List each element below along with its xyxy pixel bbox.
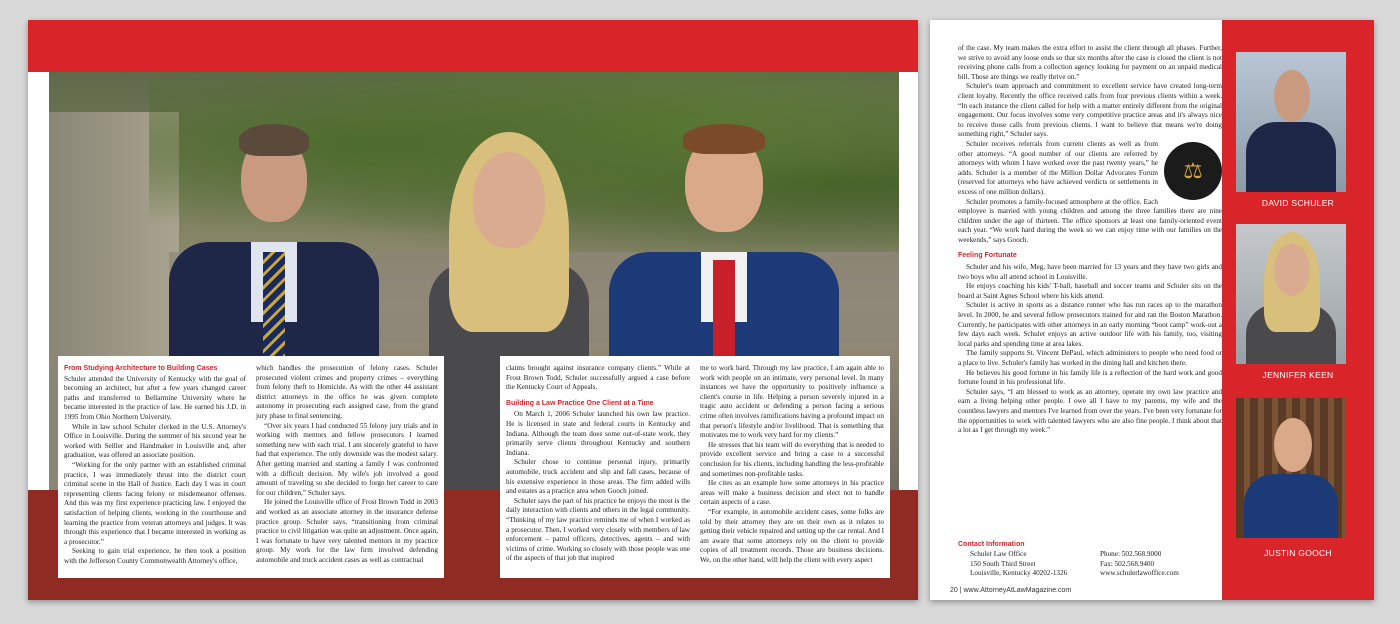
headshot-justin <box>1236 398 1346 538</box>
article-column-5 <box>958 44 1222 436</box>
paragraph: He stresses that his team will do everything that is needed to provide excellent service and bring a case to a successful conclusion for his clients, including handling the less-profitable and sometimes non-profitable tasks. <box>700 440 884 478</box>
section-heading: From Studying Architecture to Building Cases <box>64 365 218 372</box>
person-label: JUSTIN GOOCH <box>1264 548 1332 558</box>
person-label: JENNIFER KEEN <box>1262 370 1334 380</box>
right-page <box>930 20 1374 600</box>
contact-info <box>958 540 1222 578</box>
page-footer: 20 | www.AttorneyAtLawMagazine.com <box>950 587 1072 594</box>
paragraph: “For example, in automobile accident cases, some folks are told by their attorney they are on their own as it relates to getting their vehicle repaired and setting up the car rental. And I am aware that some attorneys rely on the client to provide copies of all treatment records. Those are business decisions. We, on the other hand, will help the client with every aspect <box>700 507 885 564</box>
paragraph: which handles the prosecution of felony cases. Schuler prosecuted violent crimes and property crimes – everything from felony theft to Homicide. As with the other 44 assistant district attorneys in the office he was given complete autonomy in prosecuting each assigned case, from the grand jury phase to final sentencing. <box>256 364 438 420</box>
article-column-2 <box>250 356 444 578</box>
million-dollar-advocates-seal-icon: ⚖ <box>1164 142 1222 200</box>
website: www.schulerlawoffice.com <box>1100 569 1179 578</box>
contact-numbers <box>1100 550 1179 579</box>
section-heading: Building a Law Practice One Client at a Time <box>506 399 654 407</box>
paragraph: He cites as an example how some attorneys in his practice areas will make a business decision and elect not to handle certain aspects of a case. <box>700 479 884 507</box>
paragraph: Seeking to gain trial experience, he then took a position with the Jefferson County Commonwealth Attorney's office, <box>64 547 246 565</box>
paragraph: On March 1, 2006 Schuler launched his own law practice. He is licensed in state and federal courts in Kentucky and Indiana. Although the team does some out-of-state work, they primarily serve clients throughout Kentucky and southern Indiana. <box>506 410 690 457</box>
section-heading: Feeling Fortunate <box>958 252 1017 260</box>
phone: Phone: 502.568.9000 <box>1100 550 1162 558</box>
headshot-sidebar <box>1222 20 1374 600</box>
paragraph: Schuler attended the University of Kentucky with the goal of becoming an architect, but after a few years changed career paths and transferred to Bellarmine University where he became interested in the practice of law. He earned his J.D. in 1995 from Ohio Northern University. <box>64 374 246 421</box>
paragraph: While in law school Schuler clerked in the U.S. Attorney's Office in Louisville. During the summer of his second year he worked with Seiller and Handmaker in Louisville and, after graduation, was offered an associate position. <box>64 422 246 460</box>
city-state-zip: Louisville, Kentucky 40202-1326 <box>970 569 1068 578</box>
article-column-1 <box>58 356 252 578</box>
paragraph: claims brought against insurance company clients.” While at Frost Brown Todd, Schuler successfully argued a case before the Kentucky Court of Appeals. <box>506 364 690 392</box>
paragraph: Schuler's team approach and commitment to excellent service have created long-term client loyalty. Recently the office received calls from four previous clients within a week. “In each instance the client called for help with a matter entirely different from the original engagement. Our focus involves some very competitive practice areas and it's always nice to receive those calls from previous clients. I want to believe that means we're doing something right,” Schuler says. <box>958 82 1222 139</box>
paragraph: me to work hard. Through my law practice, I am again able to work with people on an intimate, very personal level. In many instances we have the opportunity to positively influence a client's course in life. Helping a person severely injured in a tragic auto accident or defending a person facing a serious crime often involves ramifications having a profound impact on that person's lifestyle and/or livelihood. That is something that motivates me to work very hard for my clients.” <box>700 364 884 440</box>
paragraph: Schuler receives referrals from current clients as well as from other attorneys. “A good number of our clients are referred by attorneys with whom I have worked over the past twenty years,” he adds. Schuler is a member of the Million Dollar Advocates Forum (reserved for attorneys who have achieved verdicts or settlements in excess of one million dollars). <box>958 139 1158 196</box>
paragraph: Schuler chose to continue personal injury, primarily automobile, truck accident and slip and fall cases, because of his extensive experience in those areas. The firm added wills and estates as a practice area when Gooch joined. <box>506 458 690 496</box>
paragraph: He joined the Louisville office of Frost Brown Todd in 2003 and worked as an associate attorney in the insurance defense practice group. Schuler says, “transitioning from criminal practice to civil litigation was quite an adjustment. Once again, I was fortunate to have very talented mentors in my practice group. My work for the law firm involved defending automobile and truck accident cases as well as contractual <box>256 498 438 564</box>
paragraph: of the case. My team makes the extra effort to assist the client through all phases. Further, we strive to avoid any loose ends so that six months after the case is closed the client is not receiving phone calls from a collection agency looking for payment on an unpaid medical bill. Those are things we really thrive on.” <box>958 44 1222 81</box>
red-top-band <box>28 20 918 72</box>
paragraph: “Working for the only partner with an established criminal practice, I was immediately thrust into the district court criminal scene in the Hall of Justice. Each day I was in court representing clients facing felony or misdemeanor offenses. And this was my first experience practicing law. I enjoyed the satisfaction of helping clients, working in the courthouse and learning the practice from veteran attorneys and judges. It was through this experience that I became interested in working as a prosecutor.” <box>64 460 246 546</box>
paragraph: He enjoys coaching his kids' T-ball, baseball and soccer teams and Schuler sits on the board at Saint Agnes School where his kids attend. <box>958 282 1222 300</box>
paragraph: Schuler promotes a family-focused atmosphere at the office. Each employee is married with young children and among the three families there are nine children under the age of thirteen. The office sponsors at least one family-oriented event each year. “We work hard during the week so we can enjoy time with our families on the weekends,” says Gooch. <box>958 197 1222 244</box>
paragraph: Schuler says the part of his practice he enjoys the most is the daily interaction with clients and others in the legal community. “Thinking of my law practice reminds me of when I worked as a prosecutor. Then, I worked very closely with members of law enforcement – patrol officers, detectives, agents – and with victims of crime. Working so closely with those people was one of the aspects of that job that inspired <box>506 496 690 563</box>
headshot-david <box>1236 52 1346 192</box>
firm-name: Schuler Law Office <box>970 550 1027 558</box>
person-label: DAVID SCHULER <box>1261 198 1335 208</box>
street-address: 150 South Third Street <box>970 559 1036 568</box>
paragraph: He believes his good fortune in his family life is a reflection of the hard work and good fortune found in his professional life. <box>958 368 1222 387</box>
headshot-jennifer <box>1236 224 1346 364</box>
left-spread <box>28 20 918 600</box>
fax: Fax: 502.568.9400 <box>1100 559 1155 568</box>
paragraph: “Over six years I had conducted 55 felony jury trials and in working with mentors and fellow prosecutors I learned something new with each trial. I am sincerely grateful to have had that experience. The only downside was the modest salary. After getting married and starting a family I was confronted with a difficult decision. My wife's job involved a good amount of traveling so she decided to forgo her career to care for our children,” Schuler says. <box>256 421 438 497</box>
contact-heading: Contact Information <box>958 541 1025 548</box>
paragraph: Schuler is active in sports as a distance runner who has run races up to the marathon level. In 2000, he and several fellow prosecutors trained for and ran the Boston Marathon. Currently, he participates with other attorneys in an early morning “boot camp” work-out a few days each week. Schuler enjoys an active outdoor life with his family, too, visiting local parks and spending time at area lakes. <box>958 301 1222 348</box>
paragraph: The family supports St. Vincent DePaul, which administers to people who need food or a place to live. Schuler's family has worked in the dining hall and kitchen there. <box>958 349 1222 367</box>
paragraph: Schuler says, “I am blessed to work as an attorney, operate my own law practice and earn a living helping other people. I owe all I have to my parents, my wife and the countless lawyers and mentors I've learned from over the years. I've been very fortunate for the opportunities to work with talented lawyers who are also fine people. I think about that a lot as I get through my week.” <box>958 387 1222 435</box>
paragraph: Schuler and his wife, Meg, have been married for 13 years and they have two girls and two boys who all attend school in Louisville. <box>958 263 1222 281</box>
article-column-4 <box>694 356 890 578</box>
contact-address <box>970 550 1067 579</box>
article-column-3 <box>500 356 696 578</box>
